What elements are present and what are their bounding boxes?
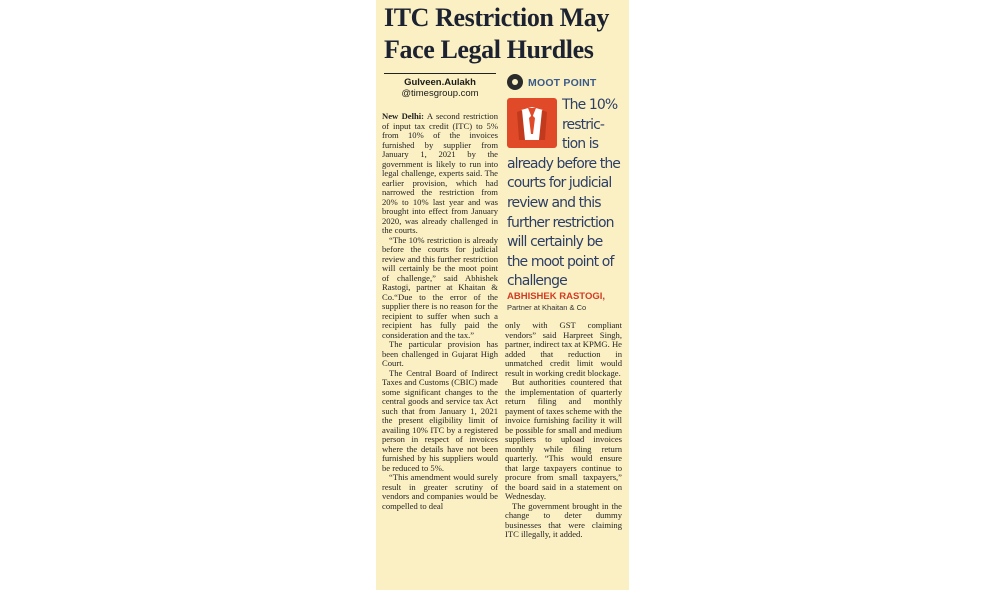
article-paragraph: “This amendment would surely result in greater scrutiny of vendors and companies would be compelled to deal <box>382 472 498 511</box>
headline <box>384 2 624 66</box>
quote-line: courts for judicial <box>507 175 612 192</box>
quote-attribution <box>507 291 625 312</box>
dateline: New Delhi: <box>382 112 425 121</box>
article-paragraph: But authorities countered that the implementation of quarterly return filing and monthly payment of taxes scheme with the invoice furnishing facility it will be possible for small and medium suppliers to upload invoices monthly while filing return quarterly. “This would ensure that large taxpayers continue to procure from small taxpayers,” the board said in a statement on Wednesday. <box>505 377 622 501</box>
moot-point-header <box>505 74 625 92</box>
quote-line: tion is <box>562 136 599 153</box>
quote-line: The 10% <box>562 97 618 113</box>
attribution-name: ABHISHEK RASTOGI, <box>507 291 606 302</box>
byline <box>384 73 496 99</box>
headline-line: ITC Restriction May <box>384 3 609 32</box>
article-paragraph: only with GST compliant vendors” said Harpreet Singh, partner, indirect tax at KPMG. He added that reduction in unmatched credit limit would result in working credit blockage. <box>505 321 622 378</box>
article-column-2 <box>505 321 622 583</box>
article-paragraph: The Central Board of Indirect Taxes and Customs (CBIC) made some significant changes to the central goods and service tax Act such that from January 1, 2021 the present eligibility limit of availing 10% ITC by a registered person in respect of invoices where the details have not been furnished by his suppliers would be reduced to 5%. <box>382 367 498 473</box>
quote-line: further restriction <box>507 214 614 231</box>
quote-line: will certainly be <box>507 234 603 251</box>
article-column-1 <box>382 112 498 586</box>
headline-line: Face Legal Hurdles <box>384 35 594 64</box>
quote-line: restric- <box>562 116 605 133</box>
quote-line: the moot point of <box>507 253 614 270</box>
byline-handle: @timesgroup.com <box>401 88 479 99</box>
quote-line: review and this <box>507 194 601 211</box>
quote-line: already before the <box>507 155 621 172</box>
byline-author: Gulveen.Aulakh <box>404 77 476 88</box>
article-paragraph: The particular provision has been challenged in Gujarat High Court. <box>382 339 498 368</box>
article-paragraph: “The 10% restriction is already before the courts for judicial review and this further restriction will certainly be the moot point of challenge,” said Abhishek Rastogi, partner at Khaitan & Co.“Due to the error of the supplier there is no reason for the recipient to suffer when such a recipient has fully paid the consideration and the tax.” <box>382 234 498 340</box>
article-paragraph: New Delhi: A second restriction of input tax credit (ITC) to 5% from 10% of the invoices furnished by supplier from January 1, 2021 by the government is likely to run into legal challenge, experts said. The earlier provision, which had narrowed the restriction from 20% to 10% last year and was brought into effect from January 2020, was already challenged in the courts. <box>382 112 498 235</box>
newspaper-clipping <box>376 0 629 590</box>
attribution-role: Partner at Khaitan & Co <box>507 303 587 312</box>
quote-line: challenge <box>507 273 567 290</box>
moot-point-label: MOOT POINT <box>528 77 597 89</box>
article-paragraph: The government brought in the change to deter dummy businesses that were claiming ITC illegally, it added. <box>505 500 622 539</box>
moot-point-icon <box>507 74 523 90</box>
pull-quote <box>507 96 625 292</box>
